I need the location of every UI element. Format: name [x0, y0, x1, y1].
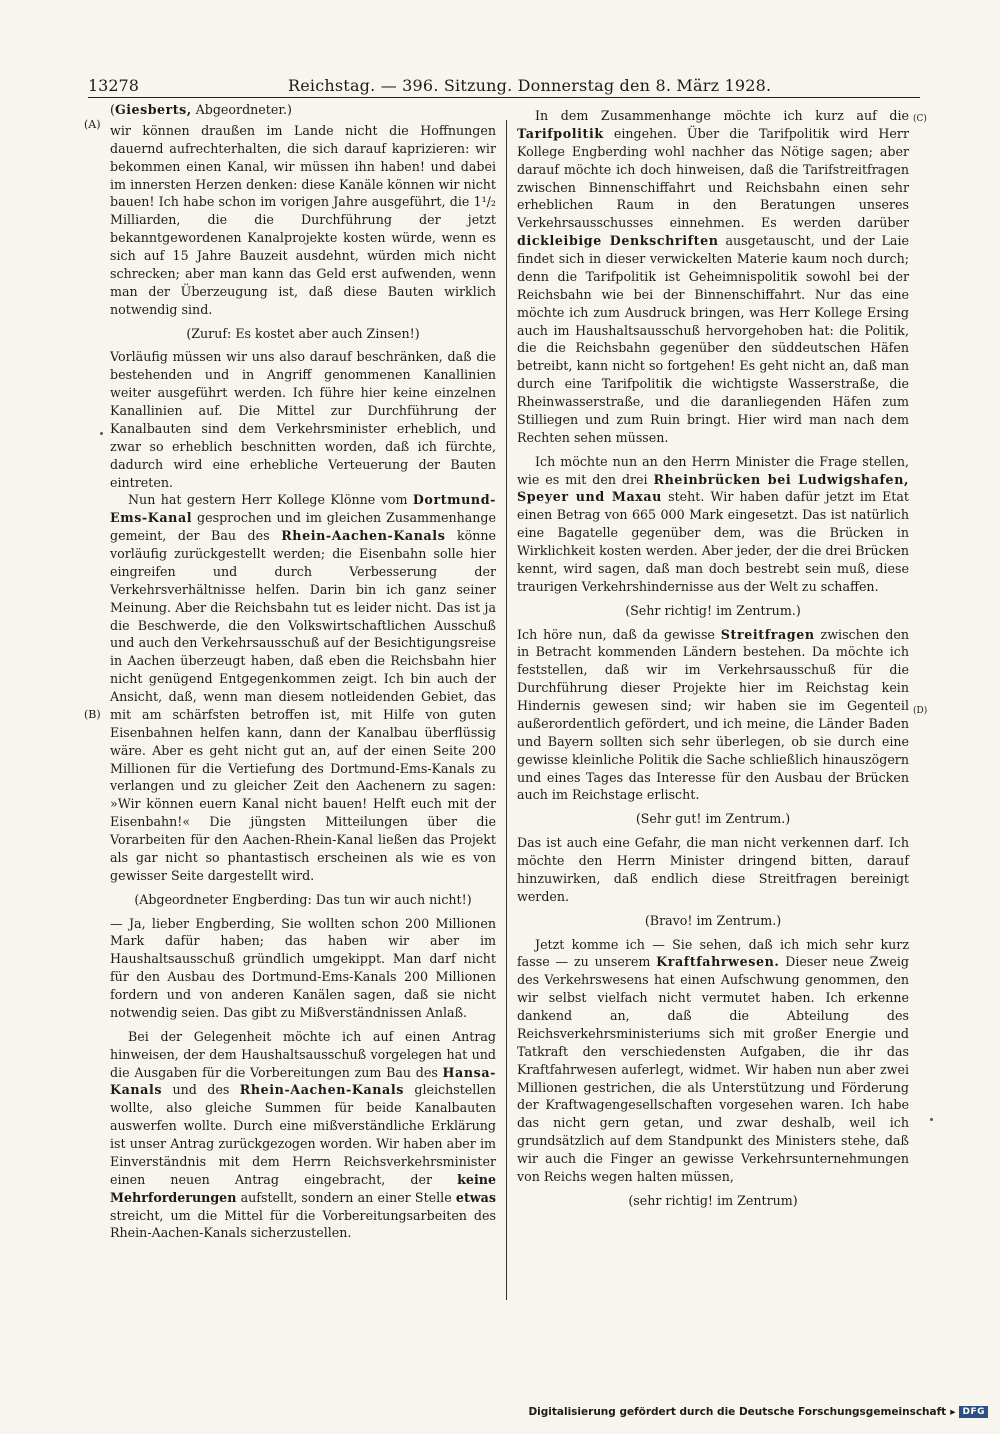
text-run: steht. Wir haben dafür jetzt im Etat einen Betrag von 665 000 Mark eingesetzt. Das ist natürlich eine Bagatelle gegenüber dem, was die Brücken in Wirklichkeit kosten werden. Aber jeder, der die drei Brücken kennt, wird sagen, daß man doch bestrebt sein muß, diese traurigen Verkehrshindernisse aus der Welt zu schaffen.: [517, 489, 909, 594]
emphasis: Kraftfahrwesen.: [656, 954, 780, 970]
running-head: Reichstag. — 396. Sitzung. Donnerstag den 8. März 1928.: [288, 76, 772, 95]
right-column: [517, 101, 909, 1216]
paragraph: Vorläufig müssen wir uns also darauf beschränken, daß die bestehenden und in Angriff genommenen Kanallinien weiter ausgeführt werden. Ich führe hier keine einzelnen Kanallinien auf. Die Mittel zur Durchführung der Kanalbauten sind dem Verkehrsminister erheblich, und zwar so erheblich beschnitten worden, daß ich fürchte, dadurch wird eine erhebliche Verteuerung der Bauten eintreten.: [110, 349, 496, 490]
left-column: [110, 101, 496, 1242]
emphasis: Streitfragen: [720, 626, 815, 642]
print-speck: [100, 432, 103, 435]
page-number: 13278: [88, 76, 139, 95]
credit-text: Digitalisierung gefördert durch die Deutsche Forschungsgemeinschaft: [528, 1406, 947, 1418]
paragraph: [110, 1028, 496, 1243]
text-run: Dieser neue Zweig des Verkehrswesens hat einen Aufschwung genommen, den wir selbst vielfach nicht vermutet haben. Ich erkenne dankend an, daß die Abteilung des Reichsverkehrsministeriums sich mit großer Energie und Tatkraft den verschiedensten Aufgaben, die ihr das Kraftfahrwesen auferlegt, widmet. Wir haben nun aber zwei Millionen gestrichen, die als Unterstützung und Förderung der Kraftwagengesellschaften vorgesehen waren. Ich habe das nicht gern getan, und zwar deshalb, weil ich grundsätzlich auf dem Standpunkt des Ministers stehe, daß wir auch die Finger an gewisse Verkehrsunternehmungen von Reichs wegen halten müssen,: [517, 954, 909, 1184]
interjection: (Zuruf: Es kostet aber auch Zinsen!): [186, 325, 420, 341]
text-run: streicht, um die Mittel für die Vorbereitungsarbeiten des Rhein-Aachen-Kanals sicherzustellen.: [110, 1207, 496, 1241]
text-run: Bei der Gelegenheit möchte ich auf einen Antrag hinweisen, der dem Haushaltsausschuß vorgelegen hat und die Ausgaben für die Vorbereitungen zum Bau des: [110, 1028, 496, 1080]
interjection: (Bravo! im Zentrum.): [644, 912, 782, 928]
column-divider: [506, 120, 507, 1300]
interjection: (Sehr richtig! im Zentrum.): [625, 602, 801, 618]
text-run: aufstellt, sondern an einer Stelle: [236, 1189, 456, 1205]
text-run: ausgetauscht, und der Laie findet sich in dieser verwickelten Materie kaum noch durch; denn die Tarifpolitik ist Geheimnispolitik sowohl bei der Reichsbahn wie bei der Binnenschiffahrt. Nur das eine möchte ich zum Ausdruck bringen, was Herr Kollege Ersing auch im Haushaltsausschuß hervorgehoben hat: die Politik, die die Reichsbahn gegenüber den süddeutschen Häfen betreibt, kann nicht so fortgehen! Es geht nicht an, daß man durch eine Tarifpolitik die wichtigste Wasserstraße, die Rheinwasserstraße, und die daranliegenden Häfen zum Stilliegen und zum Ruin bringt. Hier wird man nach dem Rechten sehen müssen.: [517, 233, 909, 445]
interjection: (sehr richtig! im Zentrum): [628, 1192, 798, 1208]
text-run: Nun hat gestern Herr Kollege Klönne vom: [128, 492, 413, 508]
print-speck: [930, 1118, 933, 1121]
text-run: gesprochen und im gleichen Zusammenhange gemeint, der Bau des: [110, 510, 496, 544]
emphasis: keine Mehrforderungen: [110, 1171, 496, 1205]
text-run: In dem Zusammenhange möchte ich kurz auf die: [535, 108, 909, 123]
emphasis: Dortmund-Ems-Kanal: [110, 492, 496, 526]
paragraph: wir können draußen im Lande nicht die Hoffnungen dauernd aufrechterhalten, die sich darauf kaprizieren: wir bekommen einen Kanal, wir müssen ihn haben! und dabei im innersten Herzen denken: diese Kanäle können wir nicht bauen! Ich habe schon im vorigen Jahre ausgeführt, die 1¹/₂ Milliarden, die die Durchführung der jetzt bekanntgewordenen Kanalprojekte kosten würde, wenn es sich auf 15 Jahre Bauzeit ausdehnt, würden mich nicht schrecken; aber man kann das Geld erst aufwenden, wenn man der Überzeugung ist, daß diese Bauten wirklich notwendig sind.: [110, 122, 496, 317]
interjection: (Sehr gut! im Zentrum.): [635, 811, 791, 827]
emphasis: Rheinbrücken bei Ludwigshafen, Speyer und Maxau: [517, 471, 909, 505]
margin-mark-c: (C): [913, 114, 927, 124]
emphasis: Rhein-Aachen-Kanals: [239, 1082, 404, 1098]
speaker-line: (Giesberts, Abgeordneter.): [110, 102, 292, 117]
text-run: gleichstellen wollte, also gleiche Summen für beide Kanalbauten auswerfen wollte. Durch eine mißverständliche Erklärung ist unser Antrag zurückgezogen worden. Wir haben aber im Einverständnis mit dem Herrn Reichsverkehrsminister einen neuen Antrag eingebracht, der: [110, 1082, 496, 1187]
text-run: eingehen. Über die Tarifpolitik wird Herr Kollege Engberding wohl nachher das Nötige sagen; aber darauf möchte ich doch hinweisen, daß die Tarifstreitfragen zwischen Binnenschiffahrt und Reichsbahn einen sehr erheblichen Raum in den Beratungen unseres Verkehrsausschusses einnehmen. Es werden darüber: [517, 125, 909, 231]
paragraph: [517, 936, 909, 1186]
margin-mark-a: (A): [84, 118, 101, 131]
margin-mark-b: (B): [84, 708, 101, 721]
speaker-name: Giesberts,: [114, 102, 192, 117]
text-run: und des: [162, 1082, 240, 1098]
header-rule: [88, 97, 920, 98]
bullet-separator: ▸: [950, 1406, 956, 1418]
paragraph: [517, 107, 909, 447]
emphasis: etwas: [455, 1189, 496, 1205]
margin-mark-d: (D): [913, 706, 928, 716]
digitization-credit: [528, 1406, 988, 1418]
paragraph: — Ja, lieber Engberding, Sie wollten schon 200 Millionen Mark dafür haben; das haben wir aber im Haushaltsausschuß gründlich umgekippt. Man darf nicht für den Ausbau des Dortmund-Ems-Kanals 200 Millionen fordern und von anderen Kanälen sagen, daß sie nicht notwendig seien. Das gibt zu Mißverständnissen Anlaß.: [110, 915, 496, 1020]
paragraph: Das ist auch eine Gefahr, die man nicht verkennen darf. Ich möchte den Herrn Minister dringend bitten, darauf hinzuwirken, daß endlich diese Streitfragen bereinigt werden.: [517, 835, 909, 904]
paragraph: [517, 453, 909, 596]
emphasis: Hansa-Kanals: [110, 1064, 496, 1098]
emphasis: dickleibige Denkschriften: [517, 233, 719, 249]
text-run: Ich höre nun, daß da gewisse: [517, 626, 721, 642]
paragraph: [110, 491, 496, 884]
text-run: zwischen den in Betracht kommenden Ländern bestehen. Da möchte ich feststellen, daß wir im Verkehrsausschuß für die Durchführung dieser Projekte hier im Reichstag kein Hindernis gewesen sind; wir haben sie im Gegenteil außerordentlich gefördert, und ich meine, die Länder Baden und Bayern sollten sich sehr überlegen, ob sie durch eine gewisse kleinliche Politik die Sache schließlich hinauszögern und eines Tages das Interesse für den Ausbau der Brücken auch im Reichstage erlischt.: [517, 626, 909, 803]
text-run: Jetzt komme ich — Sie sehen, daß ich mich sehr kurz fasse — zu unserem: [517, 936, 909, 970]
speaker-role: Abgeordneter.): [195, 102, 292, 117]
page-header: [88, 76, 928, 98]
paragraph: [517, 626, 909, 805]
emphasis: Rhein-Aachen-Kanals: [281, 528, 446, 544]
emphasis: Tarifpolitik: [517, 125, 604, 141]
interjection: (Abgeordneter Engberding: Das tun wir auch nicht!): [134, 891, 472, 907]
dfg-logo: DFG: [959, 1406, 988, 1418]
text-run: könne vorläufig zurückgestellt werden; die Eisenbahn solle hier eingreifen und durch Verbesserung der Verkehrsverhältnisse helfen. Darin bin ich ganz seiner Meinung. Aber die Reichsbahn tut es leider nicht. Das ist ja die Beschwerde, die den Volkswirtschaftlichen Ausschuß und auch den Verkehrsausschuß auf der Besichtigungsreise in Aachen überzeugt haben, daß eben die Reichsbahn hier nicht genügend Entgegenkommen zeigt. Ich bin auch der Ansicht, daß, wenn man diesem notleidenden Gebiet, das mit am schärfsten betroffen ist, mit Hilfe von guten Eisenbahnen helfen kann, dann der Kanalbau überflüssig wäre. Aber es geht nicht gut an, auf der einen Seite 200 Millionen für die Vertiefung des Dortmund-Ems-Kanals zu verlangen und zu gleicher Zeit den Aachenern zu sagen: »Wir können euern Kanal nicht bauen! Helft euch mit der Eisenbahn!« Die jüngsten Mitteilungen über die Vorarbeiten für den Aachen-Rhein-Kanal ließen das Projekt als gar nicht so phantastisch erscheinen als wie es von gewisser Seite dargestellt wird.: [110, 528, 496, 883]
text-run: Ich möchte nun an den Herrn Minister die Frage stellen, wie es mit den drei: [517, 453, 909, 487]
